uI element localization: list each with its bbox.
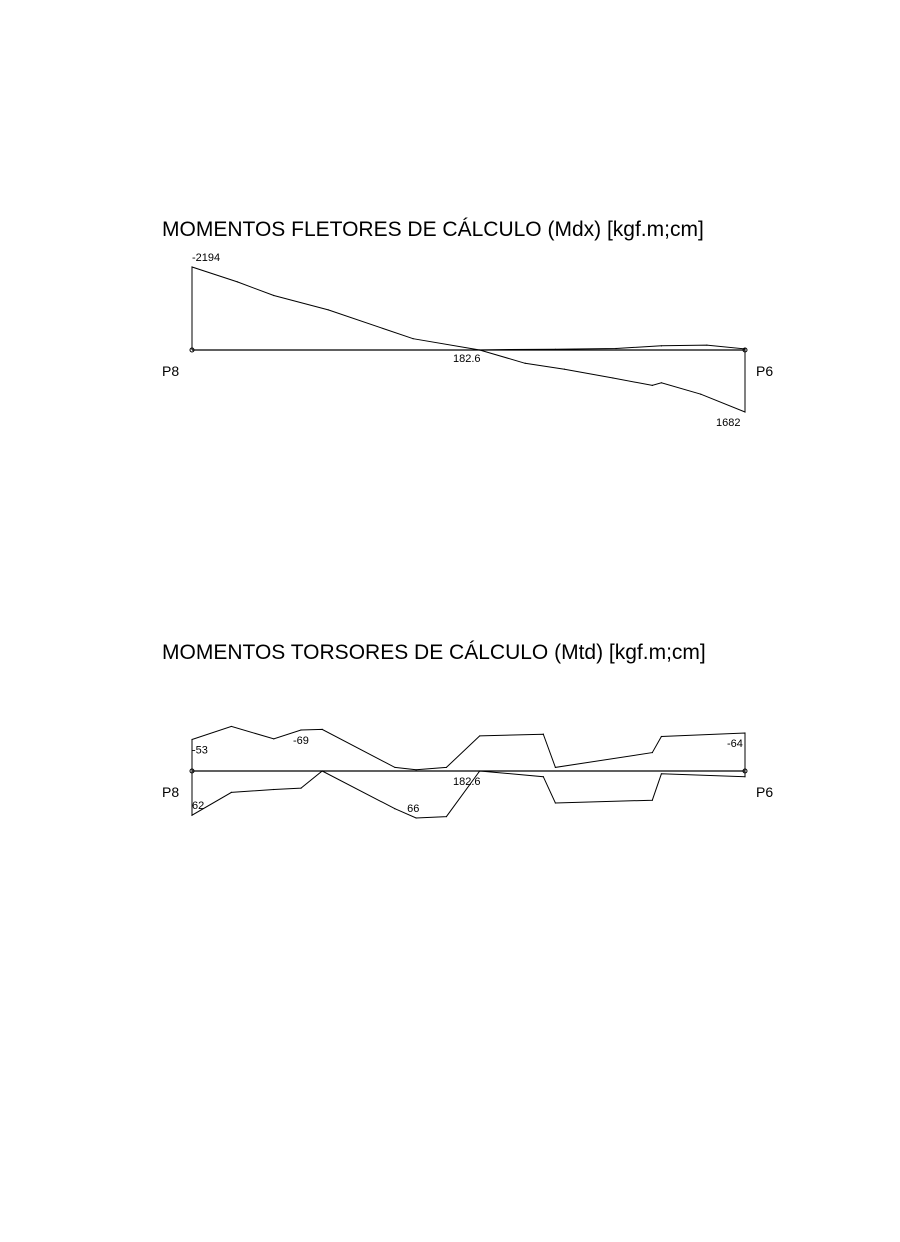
mtd-support-left-label: P8 <box>162 784 180 800</box>
mdx-point <box>706 344 707 345</box>
mdx-point <box>273 295 274 296</box>
mdx-series-2 <box>480 345 745 350</box>
mdx-data-label: -2194 <box>192 252 221 264</box>
mtd-point <box>543 734 544 735</box>
mtd-span-label: 182.6 <box>453 776 481 788</box>
mtd-data-label: 62 <box>192 800 205 813</box>
mdx-point <box>612 377 613 378</box>
mdx-point <box>661 382 662 383</box>
mtd-support-right-label: P6 <box>756 784 774 800</box>
mtd-data-label: -53 <box>192 744 208 757</box>
mtd-point <box>446 767 447 768</box>
mtd-data-label: -64 <box>727 737 743 750</box>
mtd-series-2 <box>192 726 745 771</box>
mtd-point <box>416 817 417 818</box>
mtd-chart <box>162 726 773 819</box>
mtd-point <box>744 776 745 777</box>
mtd-point <box>744 732 745 733</box>
mdx-series-1 <box>192 267 745 412</box>
mtd-point <box>555 767 556 768</box>
mdx-point <box>509 349 510 350</box>
mdx-point <box>479 349 480 350</box>
mtd-point <box>322 729 323 730</box>
mtd-point <box>661 773 662 774</box>
mdx-point <box>700 394 701 395</box>
mdx-point <box>412 338 413 339</box>
mtd-point <box>543 776 544 777</box>
mtd-point <box>322 770 323 771</box>
mtd-point <box>479 770 480 771</box>
mdx-point <box>652 385 653 386</box>
mtd-point <box>652 752 653 753</box>
mdx-support-left-label: P8 <box>162 363 180 379</box>
mdx-point <box>328 309 329 310</box>
mtd-point <box>652 800 653 801</box>
mtd-point <box>446 816 447 817</box>
mdx-point <box>525 363 526 364</box>
mdx-point <box>661 345 662 346</box>
mtd-point <box>416 769 417 770</box>
mtd-point <box>231 726 232 727</box>
mtd-point <box>555 802 556 803</box>
mdx-chart <box>162 252 773 429</box>
mtd-point <box>661 736 662 737</box>
mdx-point <box>555 349 556 350</box>
mtd-point <box>394 767 395 768</box>
mdx-point <box>744 348 745 349</box>
mtd-point <box>231 792 232 793</box>
mdx-point <box>744 411 745 412</box>
mtd-point <box>300 787 301 788</box>
mdx-support-right-label: P6 <box>756 363 774 379</box>
mtd-data-label: 66 <box>407 803 420 815</box>
mdx-span-label: 182.6 <box>453 353 481 365</box>
mtd-point <box>191 739 192 740</box>
mdx-point <box>237 281 238 282</box>
mtd-point <box>273 789 274 790</box>
mtd-chart-title: MOMENTOS TORSORES DE CÁLCULO (Mtd) [kgf.m;cm] <box>162 641 706 664</box>
mtd-point <box>394 808 395 809</box>
mdx-point <box>564 369 565 370</box>
mtd-data-label: -69 <box>293 735 309 747</box>
mtd-point <box>273 738 274 739</box>
mdx-point <box>615 348 616 349</box>
mdx-point <box>191 266 192 267</box>
mdx-chart-title: MOMENTOS FLETORES DE CÁLCULO (Mdx) [kgf.m;cm] <box>162 218 704 241</box>
mtd-point <box>479 735 480 736</box>
mtd-point <box>191 815 192 816</box>
mtd-point <box>300 729 301 730</box>
mdx-data-label: 1682 <box>716 417 741 429</box>
